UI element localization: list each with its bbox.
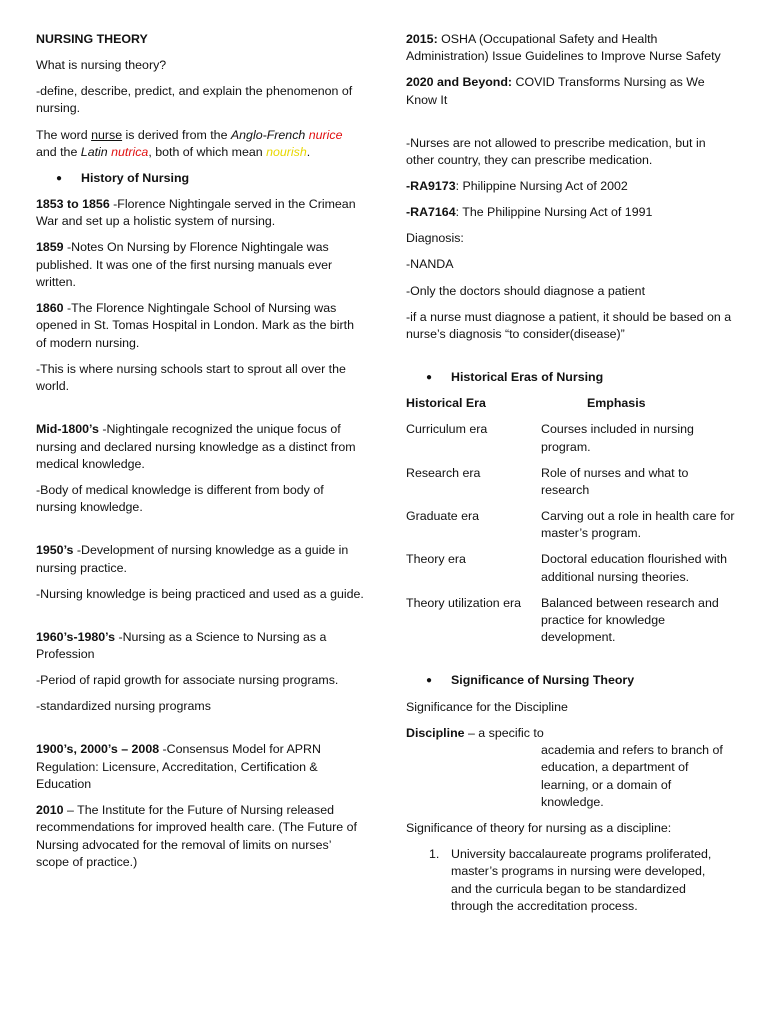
nurice-word: nurice [308, 127, 343, 142]
eras-heading: ● Historical Eras of Nursing [406, 369, 736, 386]
significance-discipline: Significance for the Discipline [406, 699, 568, 714]
only-doctors-line: -Only the doctors should diagnose a patient [406, 283, 646, 298]
nutrica-word: nutrica [111, 144, 149, 159]
table-row: Theory era Doctoral education flourished with additional nursing theories. [406, 552, 727, 584]
practiced-note: -Nursing knowledge is being practiced and used as a guide. [36, 586, 364, 601]
nurse-word: nurse [91, 127, 123, 142]
bullet-icon: ● [426, 675, 433, 687]
history-entry: 2015: OSHA (Occupational Safety and Health Administration) Issue Guidelines to Improve Nurse Safety [406, 32, 721, 64]
nourish-word: nourish [266, 144, 307, 159]
nanda-line: -NANDA [406, 257, 454, 272]
prescribe-note: -Nurses are not allowed to prescribe medication, but in other country, they can prescribe medication. [406, 135, 706, 168]
significance-heading: ● Significance of Nursing Theory [406, 672, 736, 689]
standardized-note: -standardized nursing programs [36, 699, 211, 714]
history-entry: 1900’s, 2000’s – 2008 -Consensus Model for APRN Regulation: Licensure, Accreditation, Certification & Education [36, 742, 321, 791]
significance-theory: Significance of theory for nursing as a discipline: [406, 820, 672, 835]
left-column [36, 31, 366, 880]
diagnosis-label: Diagnosis: [406, 231, 464, 246]
rapid-growth-note: -Period of rapid growth for associate nursing programs. [36, 673, 339, 688]
history-entry: 1853 to 1856 -Florence Nightingale served in the Crimean War and set up a holistic system of nursing. [36, 197, 356, 229]
ra9173-line: -RA9173: Philippine Nursing Act of 2002 [406, 179, 628, 194]
question: What is nursing theory? [36, 58, 167, 73]
eras-table-header: Historical Era Emphasis [406, 396, 646, 411]
history-entry: Mid-1800’s -Nightingale recognized the unique focus of nursing and declared nursing knowledge as a distinct from medical knowledge. [36, 422, 356, 471]
table-row: Theory utilization era Balanced between research and practice for knowledge development. [406, 595, 719, 645]
definition: -define, describe, predict, and explain the phenomenon of nursing. [36, 84, 353, 116]
page-title: NURSING THEORY [36, 32, 148, 46]
history-entry: 2010 – The Institute for the Future of Nursing released recommendations for improved health care. (The Future of Nursing advocated for the removal of limits on nurses’ scope of practice.) [36, 803, 357, 869]
history-entry: 1960’s-1980’s -Nursing as a Science to Nursing as a Profession [36, 629, 327, 662]
history-heading: ● History of Nursing [36, 170, 366, 187]
table-row: Curriculum era Courses included in nursing program. [406, 422, 694, 454]
list-item: 1. University baccalaureate programs proliferated, master’s programs in nursing were developed, and the curricula began to be standardized through the accreditation process. [429, 847, 712, 913]
sprout-note: -This is where nursing schools start to sprout all over the world. [36, 361, 346, 394]
history-entry: 1859 -Notes On Nursing by Florence Nightingale was published. It was one of the first nursing manuals ever written. [36, 240, 333, 290]
if-nurse-line: -if a nurse must diagnose a patient, it should be based on a nurse’s diagnosis “to consider(disease)” [406, 309, 732, 341]
table-row: Graduate era Carving out a role in health care for master’s program. [406, 509, 735, 541]
table-row: Research era Role of nurses and what to research [406, 465, 689, 497]
etymology-paragraph: The word nurse is derived from the Anglo-French nurice and the Latin nutrica, both of which mean nourish. [36, 127, 343, 159]
right-column [406, 31, 736, 915]
history-entry: 2020 and Beyond: COVID Transforms Nursing as We Know It [406, 75, 705, 107]
ra7164-line: -RA7164: The Philippine Nursing Act of 1991 [406, 205, 653, 220]
history-entry: 1860 -The Florence Nightingale School of Nursing was opened in St. Tomas Hospital in London. Mark as the birth of modern nursing. [36, 301, 354, 350]
bullet-icon: ● [426, 372, 433, 384]
discipline-definition: Discipline – a specific to academia and refers to branch of education, a department of learning, or a domain of knowledge. [406, 725, 723, 809]
history-entry: 1950’s -Development of nursing knowledge as a guide in nursing practice. [36, 543, 349, 575]
bullet-icon: ● [56, 172, 63, 184]
body-medical-note: -Body of medical knowledge is different from body of nursing knowledge. [36, 482, 324, 515]
